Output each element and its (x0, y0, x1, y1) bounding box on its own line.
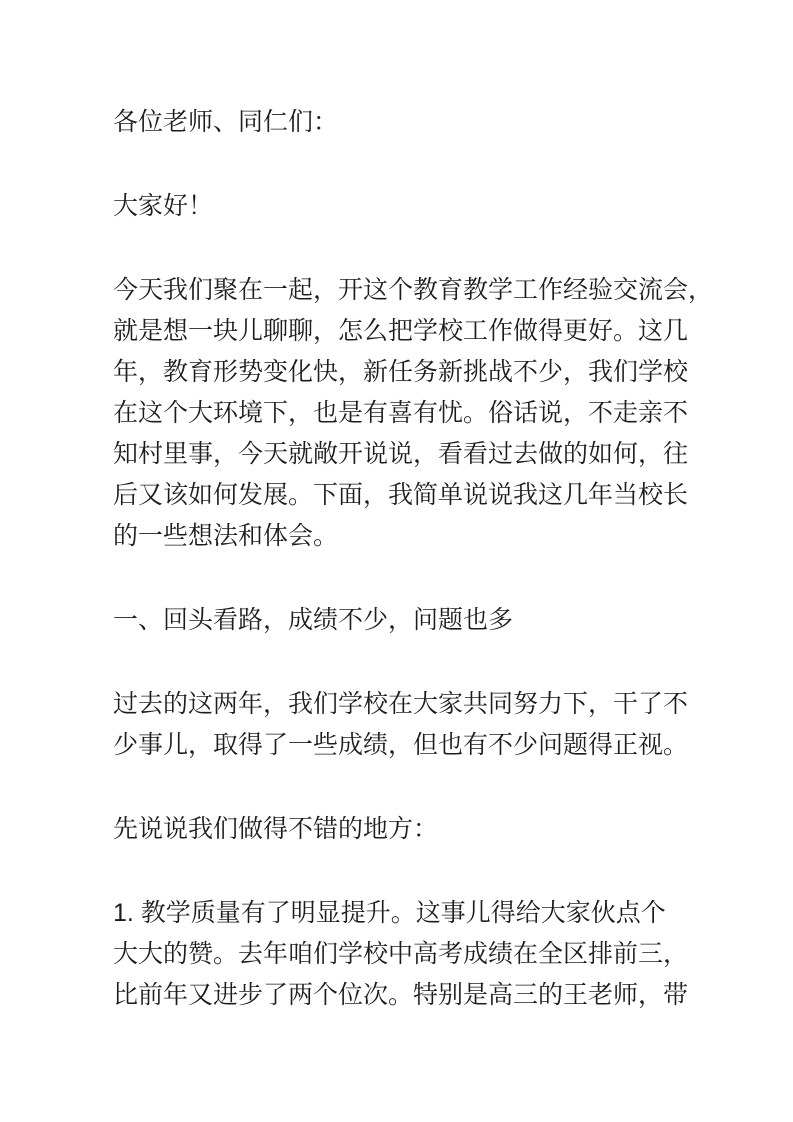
text-line: 年，教育形势变化快，新任务新挑战不少，我们学校 (113, 358, 689, 386)
text-line: 的一些想法和体会。 (113, 522, 339, 550)
text-line: 大大的赞。去年咱们学校中高考成绩在全区排前三， (113, 940, 689, 968)
text-line: 过去的这两年，我们学校在大家共同努力下，干了不 (113, 690, 689, 718)
text-line: 1. 教学质量有了明显提升。这事儿得给大家伙点个 (113, 899, 666, 927)
paragraph-achievements-lead (113, 809, 733, 850)
paragraph-intro (113, 270, 733, 557)
text-line: 比前年又进步了两个位次。特别是高三的王老师，带 (113, 981, 689, 1009)
text-line: 就是想一块儿聊聊，怎么把学校工作做得更好。这几 (113, 317, 689, 345)
text-line: 各位老师、同仁们： (113, 108, 339, 136)
text-line: 少事儿，取得了一些成绩，但也有不少问题得正视。 (113, 731, 689, 759)
text-line: 大家好！ (113, 192, 214, 220)
paragraph-achievement-1 (113, 893, 733, 1016)
paragraph-greeting (113, 186, 733, 227)
text-line: 一、回头看路，成绩不少，问题也多 (113, 606, 514, 634)
paragraph-section-1-body (113, 684, 733, 766)
paragraph-salutation (113, 102, 733, 143)
text-line: 先说说我们做得不错的地方： (113, 815, 439, 843)
text-line: 今天我们聚在一起，开这个教育教学工作经验交流会， (113, 276, 714, 304)
text-line: 后又该如何发展。下面，我简单说说我这几年当校长 (113, 481, 689, 509)
text-line: 知村里事，今天就敞开说说，看看过去做的如何，往 (113, 440, 689, 468)
paragraph-section-1-heading (113, 600, 733, 641)
text-line: 在这个大环境下，也是有喜有忧。俗话说，不走亲不 (113, 399, 689, 427)
